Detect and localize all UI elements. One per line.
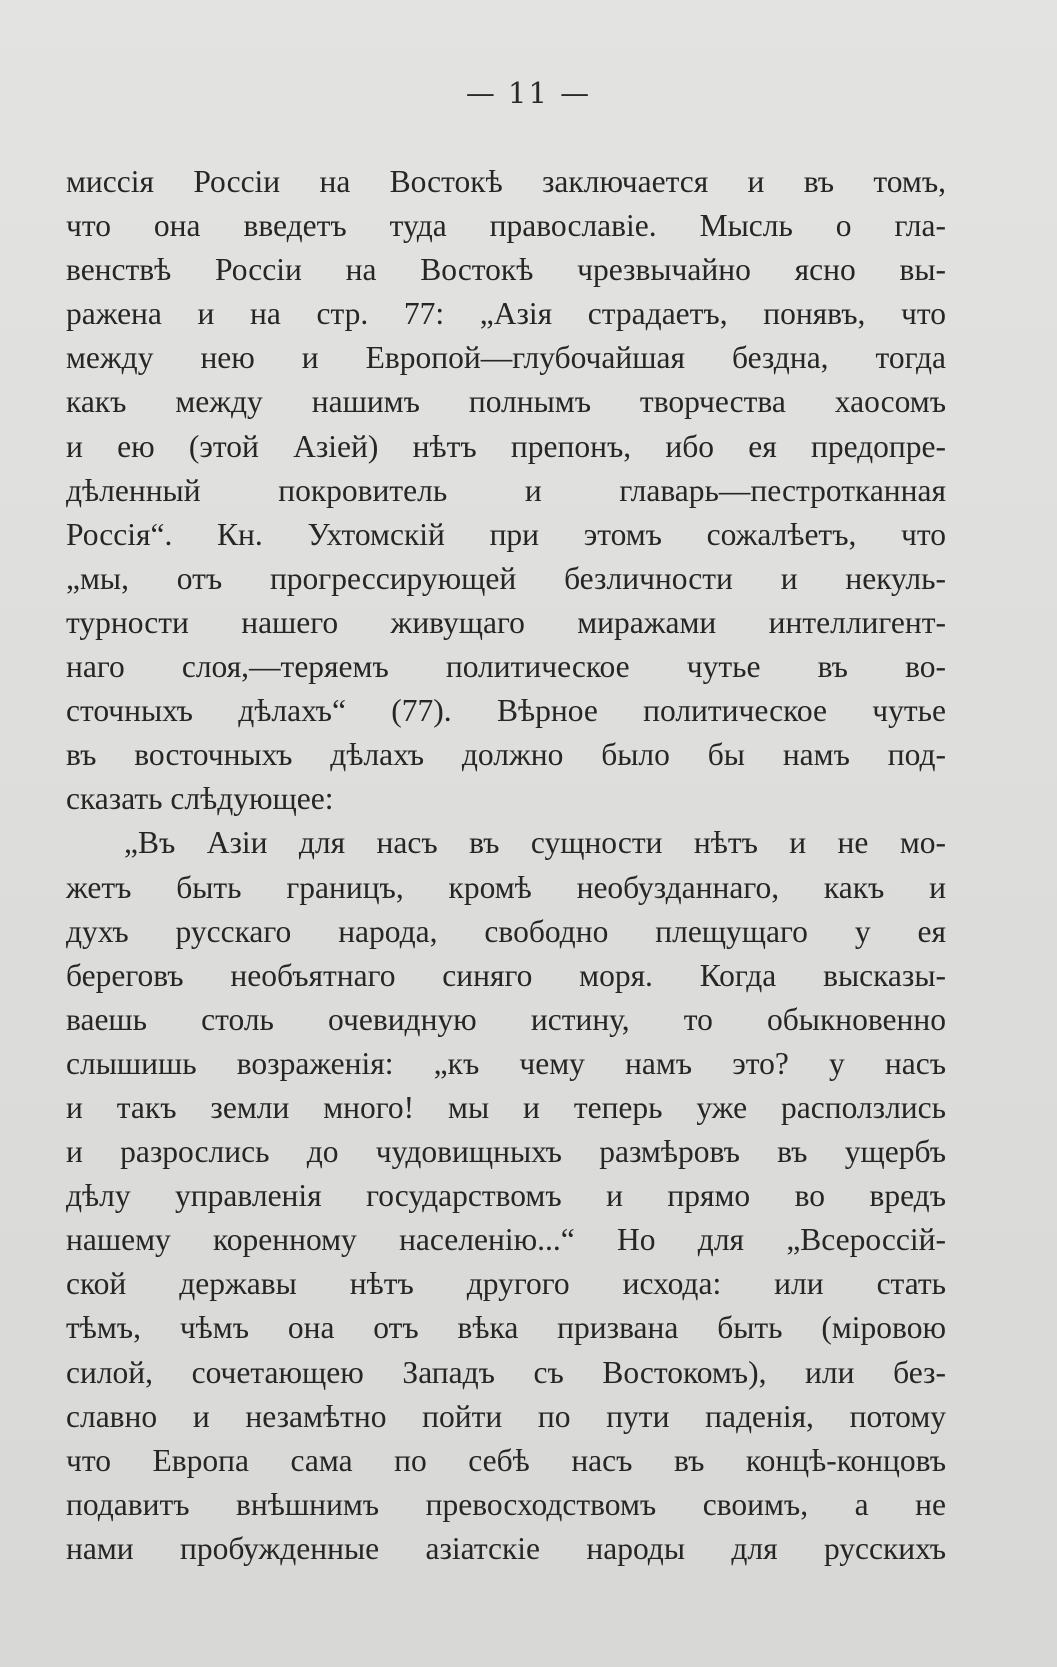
text-line: сточныхъ дѣлахъ“ (77). Вѣрное политическое чутье — [66, 693, 946, 729]
text-line: береговъ необъятнаго синяго моря. Когда высказы- — [66, 957, 946, 993]
text-line: что Европа сама по себѣ насъ въ концѣ-концовъ — [66, 1442, 946, 1478]
text-line: сказать слѣдующее: — [66, 781, 334, 817]
text-line: Россія“. Кн. Ухтомскій при этомъ сожалѣетъ, что — [66, 516, 946, 552]
text-line: ражена и на стр. 77: „Азія страдаетъ, понявъ, что — [66, 296, 946, 332]
text-line: жетъ быть границъ, кромѣ необузданнаго, какъ и — [66, 869, 946, 905]
text-line: славно и незамѣтно пойти по пути паденія, потому — [66, 1398, 946, 1434]
text-line: между нею и Европой—глубочайшая бездна, тогда — [66, 340, 946, 376]
text-line: и разрослись до чудовищныхъ размѣровъ въ ущербъ — [66, 1134, 946, 1170]
text-line: „мы, отъ прогрессирующей безличности и некуль- — [66, 560, 946, 596]
text-line: венствѣ Россіи на Востокѣ чрезвычайно ясно вы- — [66, 252, 946, 288]
page-number: — 11 — — [465, 76, 592, 110]
text-line: что она введетъ туда православіе. Мысль о гла- — [66, 208, 946, 244]
text-line: дѣленный покровитель и главарь—пестротканная — [66, 472, 946, 508]
text-line: ваешь столь очевидную истину, то обыкновенно — [66, 1001, 946, 1037]
text-line: ской державы нѣтъ другого исхода: или стать — [66, 1266, 946, 1302]
text-line: и такъ земли много! мы и теперь уже расползлись — [66, 1089, 946, 1125]
text-line: „Въ Азіи для насъ въ сущности нѣтъ и не мо- — [124, 825, 946, 861]
text-line: тѣмъ, чѣмъ она отъ вѣка призвана быть (міровою — [66, 1310, 946, 1346]
text-line: духъ русскаго народа, свободно плещущаго у ея — [66, 913, 946, 949]
text-line: миссія Россіи на Востокѣ заключается и въ томъ, — [66, 164, 946, 199]
text-line: нами пробужденные азіатскіе народы для русскихъ — [66, 1530, 946, 1566]
text-line: турности нашего живущаго миражами интеллигент- — [66, 604, 946, 640]
text-line: слышишь возраженія: „къ чему намъ это? у насъ — [66, 1045, 946, 1081]
text-line: въ восточныхъ дѣлахъ должно было бы намъ под- — [66, 737, 946, 773]
text-line: дѣлу управленія государствомъ и прямо во вредъ — [66, 1178, 946, 1214]
text-line: какъ между нашимъ полнымъ творчества хаосомъ — [66, 384, 946, 420]
body-text — [66, 160, 946, 1571]
text-line: нашему коренному населенію...“ Но для „Всероссій- — [66, 1222, 946, 1258]
text-line: наго слоя,—теряемъ политическое чутье въ во- — [66, 649, 946, 685]
text-line: и ею (этой Азіей) нѣтъ препонъ, ибо ея предопре- — [66, 428, 946, 464]
text-line: силой, сочетающею Западъ съ Востокомъ), или без- — [66, 1354, 946, 1390]
text-line: подавитъ внѣшнимъ превосходствомъ своимъ, а не — [66, 1486, 946, 1522]
